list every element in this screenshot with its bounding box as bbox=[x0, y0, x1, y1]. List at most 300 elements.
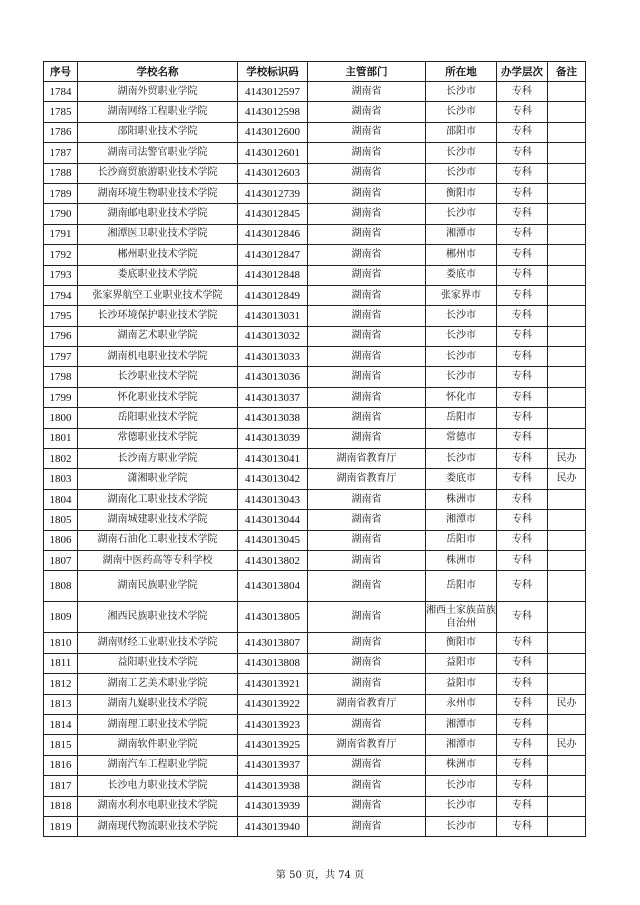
cell-location: 湘潭市 bbox=[426, 735, 497, 755]
cell-school-code: 4143013042 bbox=[238, 469, 308, 489]
cell-remark bbox=[548, 204, 586, 224]
cell-index: 1813 bbox=[44, 694, 78, 714]
cell-school-code: 4143013923 bbox=[238, 714, 308, 734]
cell-school-code: 4143013039 bbox=[238, 428, 308, 448]
table-row bbox=[44, 530, 586, 550]
cell-remark bbox=[548, 285, 586, 305]
cell-location: 长沙市 bbox=[426, 82, 497, 102]
cell-index: 1790 bbox=[44, 204, 78, 224]
cell-level: 专科 bbox=[497, 183, 548, 203]
cell-department: 湖南省 bbox=[308, 428, 426, 448]
cell-index: 1806 bbox=[44, 530, 78, 550]
cell-index: 1804 bbox=[44, 489, 78, 509]
cell-school-code: 4143013804 bbox=[238, 571, 308, 602]
cell-location: 岳阳市 bbox=[426, 408, 497, 428]
cell-school-code: 4143013038 bbox=[238, 408, 308, 428]
cell-remark bbox=[548, 163, 586, 183]
cell-school-code: 4143013808 bbox=[238, 653, 308, 673]
cell-level: 专科 bbox=[497, 347, 548, 367]
cell-index: 1784 bbox=[44, 82, 78, 102]
cell-location: 岳阳市 bbox=[426, 571, 497, 602]
cell-location: 长沙市 bbox=[426, 306, 497, 326]
cell-department: 湖南省 bbox=[308, 265, 426, 285]
cell-department: 湖南省 bbox=[308, 347, 426, 367]
table-row bbox=[44, 163, 586, 183]
cell-index: 1797 bbox=[44, 347, 78, 367]
cell-remark bbox=[548, 530, 586, 550]
cell-level: 专科 bbox=[497, 102, 548, 122]
cell-location: 岳阳市 bbox=[426, 530, 497, 550]
cell-remark bbox=[548, 143, 586, 163]
cell-department: 湖南省 bbox=[308, 674, 426, 694]
cell-department: 湖南省 bbox=[308, 633, 426, 653]
cell-department: 湖南省 bbox=[308, 550, 426, 570]
cell-location: 长沙市 bbox=[426, 204, 497, 224]
table-row bbox=[44, 633, 586, 653]
cell-school-name: 长沙电力职业技术学院 bbox=[78, 776, 238, 796]
table-row bbox=[44, 102, 586, 122]
cell-location: 长沙市 bbox=[426, 776, 497, 796]
cell-school-name: 湘西民族职业技术学院 bbox=[78, 602, 238, 633]
cell-school-code: 4143013044 bbox=[238, 510, 308, 530]
cell-remark bbox=[548, 245, 586, 265]
table-row bbox=[44, 550, 586, 570]
cell-remark bbox=[548, 489, 586, 509]
cell-location: 长沙市 bbox=[426, 796, 497, 816]
cell-index: 1817 bbox=[44, 776, 78, 796]
cell-location: 益阳市 bbox=[426, 674, 497, 694]
cell-index: 1800 bbox=[44, 408, 78, 428]
cell-level: 专科 bbox=[497, 530, 548, 550]
cell-remark bbox=[548, 550, 586, 570]
cell-department: 湖南省 bbox=[308, 122, 426, 142]
cell-school-name: 怀化职业技术学院 bbox=[78, 387, 238, 407]
table-row bbox=[44, 449, 586, 469]
cell-index: 1808 bbox=[44, 571, 78, 602]
cell-school-name: 长沙环境保护职业技术学院 bbox=[78, 306, 238, 326]
cell-school-code: 4143012846 bbox=[238, 224, 308, 244]
cell-remark bbox=[548, 796, 586, 816]
table-row bbox=[44, 428, 586, 448]
cell-school-name: 郴州职业技术学院 bbox=[78, 245, 238, 265]
cell-location: 湘西土家族苗族自治州 bbox=[426, 602, 497, 633]
table-row bbox=[44, 469, 586, 489]
cell-school-name: 湖南工艺美术职业学院 bbox=[78, 674, 238, 694]
cell-department: 湖南省 bbox=[308, 755, 426, 775]
table-row bbox=[44, 489, 586, 509]
cell-index: 1815 bbox=[44, 735, 78, 755]
cell-school-code: 4143012601 bbox=[238, 143, 308, 163]
cell-index: 1811 bbox=[44, 653, 78, 673]
cell-school-code: 4143013805 bbox=[238, 602, 308, 633]
cell-index: 1802 bbox=[44, 449, 78, 469]
table-row bbox=[44, 306, 586, 326]
cell-remark: 民办 bbox=[548, 735, 586, 755]
cell-level: 专科 bbox=[497, 122, 548, 142]
cell-index: 1792 bbox=[44, 245, 78, 265]
cell-school-code: 4143013802 bbox=[238, 550, 308, 570]
cell-department: 湖南省 bbox=[308, 102, 426, 122]
cell-remark: 民办 bbox=[548, 694, 586, 714]
cell-location: 湘潭市 bbox=[426, 714, 497, 734]
cell-remark bbox=[548, 816, 586, 836]
table-row bbox=[44, 204, 586, 224]
cell-level: 专科 bbox=[497, 367, 548, 387]
table-row bbox=[44, 816, 586, 836]
cell-remark bbox=[548, 510, 586, 530]
cell-department: 湖南省 bbox=[308, 714, 426, 734]
cell-school-code: 4143012597 bbox=[238, 82, 308, 102]
cell-remark bbox=[548, 571, 586, 602]
cell-level: 专科 bbox=[497, 224, 548, 244]
header-remark: 备注 bbox=[548, 62, 586, 82]
cell-school-code: 4143013031 bbox=[238, 306, 308, 326]
cell-school-name: 张家界航空工业职业技术学院 bbox=[78, 285, 238, 305]
cell-index: 1795 bbox=[44, 306, 78, 326]
cell-remark bbox=[548, 347, 586, 367]
cell-school-name: 长沙职业技术学院 bbox=[78, 367, 238, 387]
table-row bbox=[44, 571, 586, 602]
cell-remark bbox=[548, 408, 586, 428]
cell-location: 娄底市 bbox=[426, 265, 497, 285]
cell-location: 常德市 bbox=[426, 428, 497, 448]
header-school-code: 学校标识码 bbox=[238, 62, 308, 82]
table-row bbox=[44, 755, 586, 775]
table-row bbox=[44, 674, 586, 694]
cell-index: 1809 bbox=[44, 602, 78, 633]
cell-location: 株洲市 bbox=[426, 550, 497, 570]
cell-school-name: 湖南城建职业技术学院 bbox=[78, 510, 238, 530]
cell-school-code: 4143013033 bbox=[238, 347, 308, 367]
cell-index: 1810 bbox=[44, 633, 78, 653]
table-row bbox=[44, 82, 586, 102]
cell-school-code: 4143012845 bbox=[238, 204, 308, 224]
cell-department: 湖南省 bbox=[308, 571, 426, 602]
cell-index: 1793 bbox=[44, 265, 78, 285]
cell-location: 邵阳市 bbox=[426, 122, 497, 142]
cell-remark bbox=[548, 633, 586, 653]
cell-level: 专科 bbox=[497, 428, 548, 448]
cell-level: 专科 bbox=[497, 755, 548, 775]
header-department: 主管部门 bbox=[308, 62, 426, 82]
cell-level: 专科 bbox=[497, 326, 548, 346]
table-row bbox=[44, 367, 586, 387]
cell-level: 专科 bbox=[497, 265, 548, 285]
cell-remark bbox=[548, 265, 586, 285]
cell-index: 1798 bbox=[44, 367, 78, 387]
cell-school-code: 4143012600 bbox=[238, 122, 308, 142]
cell-school-code: 4143013940 bbox=[238, 816, 308, 836]
cell-location: 衡阳市 bbox=[426, 183, 497, 203]
cell-location: 株洲市 bbox=[426, 755, 497, 775]
cell-index: 1796 bbox=[44, 326, 78, 346]
cell-remark bbox=[548, 82, 586, 102]
cell-level: 专科 bbox=[497, 796, 548, 816]
cell-level: 专科 bbox=[497, 550, 548, 570]
school-list-table bbox=[43, 61, 586, 837]
cell-index: 1818 bbox=[44, 796, 78, 816]
cell-index: 1807 bbox=[44, 550, 78, 570]
cell-department: 湖南省 bbox=[308, 530, 426, 550]
cell-index: 1787 bbox=[44, 143, 78, 163]
cell-school-code: 4143013925 bbox=[238, 735, 308, 755]
cell-location: 长沙市 bbox=[426, 326, 497, 346]
cell-location: 娄底市 bbox=[426, 469, 497, 489]
cell-school-code: 4143013037 bbox=[238, 387, 308, 407]
cell-location: 长沙市 bbox=[426, 102, 497, 122]
table-row bbox=[44, 285, 586, 305]
table-row bbox=[44, 347, 586, 367]
cell-school-name: 湖南司法警官职业学院 bbox=[78, 143, 238, 163]
cell-school-name: 湖南邮电职业技术学院 bbox=[78, 204, 238, 224]
cell-remark bbox=[548, 306, 586, 326]
cell-level: 专科 bbox=[497, 776, 548, 796]
cell-school-code: 4143012847 bbox=[238, 245, 308, 265]
cell-level: 专科 bbox=[497, 694, 548, 714]
cell-school-name: 湖南软件职业学院 bbox=[78, 735, 238, 755]
cell-school-name: 湖南九嶷职业技术学院 bbox=[78, 694, 238, 714]
cell-department: 湖南省教育厅 bbox=[308, 469, 426, 489]
cell-department: 湖南省 bbox=[308, 776, 426, 796]
cell-index: 1788 bbox=[44, 163, 78, 183]
table-row bbox=[44, 602, 586, 633]
cell-department: 湖南省 bbox=[308, 387, 426, 407]
cell-department: 湖南省 bbox=[308, 163, 426, 183]
cell-remark bbox=[548, 224, 586, 244]
cell-department: 湖南省 bbox=[308, 816, 426, 836]
cell-department: 湖南省 bbox=[308, 367, 426, 387]
cell-department: 湖南省 bbox=[308, 408, 426, 428]
table-body bbox=[44, 82, 586, 837]
cell-level: 专科 bbox=[497, 163, 548, 183]
cell-location: 长沙市 bbox=[426, 347, 497, 367]
cell-department: 湖南省 bbox=[308, 285, 426, 305]
cell-remark bbox=[548, 714, 586, 734]
cell-school-name: 湖南石油化工职业技术学院 bbox=[78, 530, 238, 550]
cell-level: 专科 bbox=[497, 245, 548, 265]
cell-school-name: 湖南财经工业职业技术学院 bbox=[78, 633, 238, 653]
cell-location: 郴州市 bbox=[426, 245, 497, 265]
cell-school-name: 岳阳职业技术学院 bbox=[78, 408, 238, 428]
cell-department: 湖南省 bbox=[308, 224, 426, 244]
cell-remark bbox=[548, 602, 586, 633]
cell-school-code: 4143013807 bbox=[238, 633, 308, 653]
cell-department: 湖南省教育厅 bbox=[308, 694, 426, 714]
cell-index: 1785 bbox=[44, 102, 78, 122]
cell-school-name: 湖南机电职业技术学院 bbox=[78, 347, 238, 367]
cell-school-name: 益阳职业技术学院 bbox=[78, 653, 238, 673]
cell-department: 湖南省 bbox=[308, 245, 426, 265]
cell-location: 永州市 bbox=[426, 694, 497, 714]
table-row bbox=[44, 510, 586, 530]
header-location: 所在地 bbox=[426, 62, 497, 82]
cell-location: 怀化市 bbox=[426, 387, 497, 407]
cell-school-code: 4143012739 bbox=[238, 183, 308, 203]
cell-index: 1786 bbox=[44, 122, 78, 142]
cell-location: 益阳市 bbox=[426, 653, 497, 673]
cell-school-name: 湖南环境生物职业技术学院 bbox=[78, 183, 238, 203]
cell-department: 湖南省 bbox=[308, 82, 426, 102]
cell-school-code: 4143013045 bbox=[238, 530, 308, 550]
cell-school-code: 4143012598 bbox=[238, 102, 308, 122]
cell-remark bbox=[548, 776, 586, 796]
cell-remark bbox=[548, 674, 586, 694]
cell-school-name: 湖南理工职业技术学院 bbox=[78, 714, 238, 734]
cell-school-code: 4143013921 bbox=[238, 674, 308, 694]
cell-school-name: 长沙南方职业学院 bbox=[78, 449, 238, 469]
cell-school-code: 4143013032 bbox=[238, 326, 308, 346]
cell-department: 湖南省教育厅 bbox=[308, 735, 426, 755]
cell-location: 长沙市 bbox=[426, 163, 497, 183]
table-row bbox=[44, 776, 586, 796]
cell-level: 专科 bbox=[497, 82, 548, 102]
cell-remark bbox=[548, 653, 586, 673]
cell-school-name: 潇湘职业学院 bbox=[78, 469, 238, 489]
cell-school-code: 4143013938 bbox=[238, 776, 308, 796]
table-row bbox=[44, 735, 586, 755]
cell-level: 专科 bbox=[497, 204, 548, 224]
cell-location: 湘潭市 bbox=[426, 510, 497, 530]
table-row bbox=[44, 387, 586, 407]
cell-school-name: 长沙商贸旅游职业技术学院 bbox=[78, 163, 238, 183]
cell-school-code: 4143012849 bbox=[238, 285, 308, 305]
cell-index: 1791 bbox=[44, 224, 78, 244]
cell-school-name: 常德职业技术学院 bbox=[78, 428, 238, 448]
table-header-row bbox=[44, 62, 586, 82]
table-row bbox=[44, 122, 586, 142]
table-row bbox=[44, 265, 586, 285]
cell-index: 1812 bbox=[44, 674, 78, 694]
cell-location: 衡阳市 bbox=[426, 633, 497, 653]
cell-location: 长沙市 bbox=[426, 449, 497, 469]
cell-level: 专科 bbox=[497, 387, 548, 407]
header-school-name: 学校名称 bbox=[78, 62, 238, 82]
cell-level: 专科 bbox=[497, 714, 548, 734]
cell-location: 长沙市 bbox=[426, 367, 497, 387]
cell-index: 1789 bbox=[44, 183, 78, 203]
cell-department: 湖南省 bbox=[308, 204, 426, 224]
cell-school-name: 娄底职业技术学院 bbox=[78, 265, 238, 285]
table-row bbox=[44, 694, 586, 714]
cell-level: 专科 bbox=[497, 449, 548, 469]
cell-level: 专科 bbox=[497, 816, 548, 836]
cell-location: 长沙市 bbox=[426, 816, 497, 836]
cell-level: 专科 bbox=[497, 285, 548, 305]
page-footer: 第 50 页，共 74 页 bbox=[275, 870, 365, 881]
cell-remark bbox=[548, 387, 586, 407]
cell-level: 专科 bbox=[497, 653, 548, 673]
cell-school-code: 4143012848 bbox=[238, 265, 308, 285]
cell-remark: 民办 bbox=[548, 449, 586, 469]
cell-level: 专科 bbox=[497, 571, 548, 602]
cell-school-name: 湖南水利水电职业技术学院 bbox=[78, 796, 238, 816]
cell-level: 专科 bbox=[497, 408, 548, 428]
cell-department: 湖南省 bbox=[308, 326, 426, 346]
cell-school-code: 4143013036 bbox=[238, 367, 308, 387]
cell-level: 专科 bbox=[497, 735, 548, 755]
cell-school-name: 湖南网络工程职业学院 bbox=[78, 102, 238, 122]
header-index: 序号 bbox=[44, 62, 78, 82]
table-row bbox=[44, 183, 586, 203]
table-row bbox=[44, 224, 586, 244]
cell-location: 张家界市 bbox=[426, 285, 497, 305]
cell-school-code: 4143012603 bbox=[238, 163, 308, 183]
cell-index: 1801 bbox=[44, 428, 78, 448]
cell-school-name: 湖南中医药高等专科学校 bbox=[78, 550, 238, 570]
cell-level: 专科 bbox=[497, 510, 548, 530]
cell-index: 1814 bbox=[44, 714, 78, 734]
table-row bbox=[44, 408, 586, 428]
school-list-table-container bbox=[43, 61, 586, 837]
cell-school-name: 湖南民族职业学院 bbox=[78, 571, 238, 602]
table-row bbox=[44, 143, 586, 163]
cell-remark bbox=[548, 122, 586, 142]
cell-index: 1819 bbox=[44, 816, 78, 836]
cell-remark bbox=[548, 183, 586, 203]
table-row bbox=[44, 326, 586, 346]
cell-level: 专科 bbox=[497, 633, 548, 653]
cell-remark bbox=[548, 428, 586, 448]
cell-remark bbox=[548, 755, 586, 775]
cell-location: 湘潭市 bbox=[426, 224, 497, 244]
cell-school-name: 湖南艺术职业学院 bbox=[78, 326, 238, 346]
cell-level: 专科 bbox=[497, 489, 548, 509]
cell-school-name: 邵阳职业技术学院 bbox=[78, 122, 238, 142]
cell-school-name: 湖南现代物流职业技术学院 bbox=[78, 816, 238, 836]
cell-school-name: 湖南化工职业技术学院 bbox=[78, 489, 238, 509]
cell-department: 湖南省 bbox=[308, 489, 426, 509]
cell-remark: 民办 bbox=[548, 469, 586, 489]
cell-index: 1794 bbox=[44, 285, 78, 305]
cell-school-code: 4143013041 bbox=[238, 449, 308, 469]
cell-school-name: 湖南外贸职业学院 bbox=[78, 82, 238, 102]
cell-school-name: 湖南汽车工程职业学院 bbox=[78, 755, 238, 775]
table-row bbox=[44, 245, 586, 265]
cell-department: 湖南省 bbox=[308, 510, 426, 530]
cell-school-code: 4143013922 bbox=[238, 694, 308, 714]
cell-index: 1799 bbox=[44, 387, 78, 407]
header-level: 办学层次 bbox=[497, 62, 548, 82]
cell-index: 1805 bbox=[44, 510, 78, 530]
table-row bbox=[44, 653, 586, 673]
cell-department: 湖南省 bbox=[308, 143, 426, 163]
cell-remark bbox=[548, 102, 586, 122]
cell-school-name: 湘潭医卫职业技术学院 bbox=[78, 224, 238, 244]
cell-index: 1803 bbox=[44, 469, 78, 489]
cell-department: 湖南省 bbox=[308, 183, 426, 203]
cell-level: 专科 bbox=[497, 602, 548, 633]
cell-remark bbox=[548, 326, 586, 346]
cell-school-code: 4143013937 bbox=[238, 755, 308, 775]
cell-location: 株洲市 bbox=[426, 489, 497, 509]
cell-index: 1816 bbox=[44, 755, 78, 775]
cell-level: 专科 bbox=[497, 469, 548, 489]
cell-level: 专科 bbox=[497, 143, 548, 163]
cell-department: 湖南省 bbox=[308, 306, 426, 326]
cell-school-code: 4143013939 bbox=[238, 796, 308, 816]
cell-remark bbox=[548, 367, 586, 387]
table-row bbox=[44, 796, 586, 816]
cell-level: 专科 bbox=[497, 306, 548, 326]
table-row bbox=[44, 714, 586, 734]
cell-department: 湖南省 bbox=[308, 602, 426, 633]
cell-location: 长沙市 bbox=[426, 143, 497, 163]
cell-level: 专科 bbox=[497, 674, 548, 694]
cell-department: 湖南省教育厅 bbox=[308, 449, 426, 469]
cell-school-code: 4143013043 bbox=[238, 489, 308, 509]
cell-department: 湖南省 bbox=[308, 653, 426, 673]
cell-department: 湖南省 bbox=[308, 796, 426, 816]
